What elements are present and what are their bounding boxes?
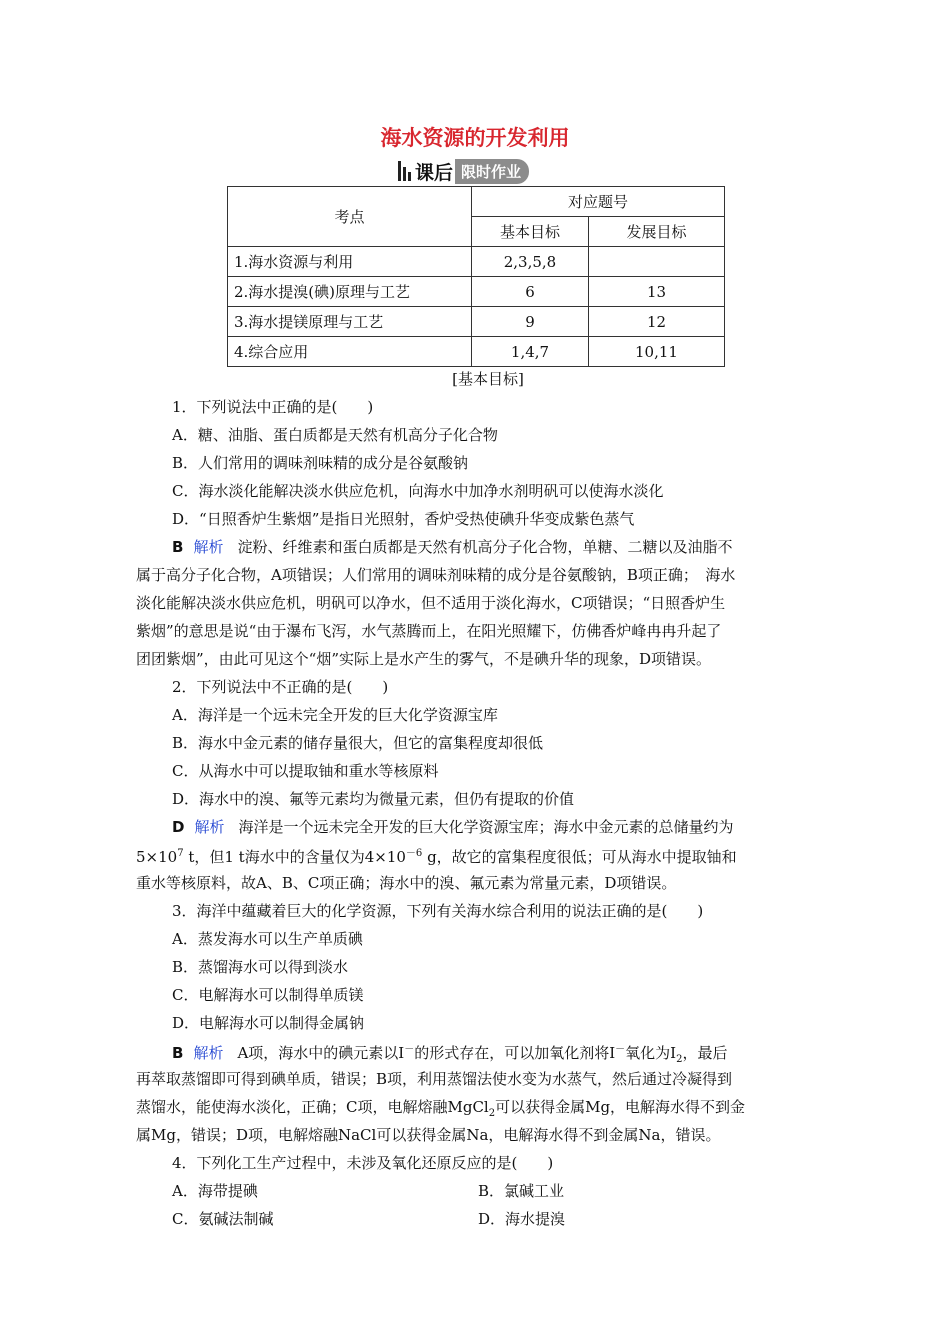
question-3-explanation-line: 再萃取蒸馏即可得到碘单质，错误；B项，利用蒸馏法使水变为水蒸气，然后通过冷凝得到 — [136, 1070, 733, 1088]
section-banner — [398, 158, 529, 184]
question-1-stem: 1．下列说法中正确的是( ) — [172, 398, 374, 416]
question-2-stem: 2．下列说法中不正确的是( ) — [172, 678, 389, 696]
table-row — [228, 337, 725, 367]
explanation-text: 氧化为I — [625, 1044, 677, 1062]
answer-letter: D — [172, 818, 185, 836]
explanation-text: ，最后 — [682, 1044, 728, 1062]
table-row — [228, 247, 725, 277]
subscript: 2 — [676, 1054, 683, 1065]
answer-letter: B — [172, 1044, 184, 1062]
bar-chart-icon — [398, 161, 411, 181]
cell-basic: 9 — [472, 307, 589, 337]
question-1-option-b: B．人们常用的调味剂味精的成分是谷氨酸钠 — [172, 454, 469, 472]
cell-topic: 2.海水提溴(碘)原理与工艺 — [228, 277, 472, 307]
question-1-explanation-line: 团团紫烟”，由此可见这个“烟”实际上是水产生的雾气，不是碘升华的现象，D项错误。 — [136, 650, 712, 668]
cell-dev: 12 — [589, 307, 725, 337]
question-1-explanation-line: 紫烟”的意思是说“由于瀑布飞泻，水气蒸腾而上，在阳光照耀下，仿佛香炉峰冉冉升起了 — [136, 622, 722, 640]
question-2-explanation-line — [172, 816, 733, 837]
question-3-option-b: B．蒸馏海水可以得到淡水 — [172, 958, 349, 976]
explanation-text: 的形式存在，可以加氧化剂将I — [414, 1044, 616, 1062]
explanation-text: 5×10 — [136, 848, 178, 866]
section-label: [基本目标] — [452, 370, 524, 388]
cell-dev — [589, 247, 725, 277]
question-1-explanation-line — [172, 536, 732, 557]
header-basic: 基本目标 — [472, 217, 589, 247]
explanation-text: g，故它的富集程度很低；可从海水中提取铀和 — [422, 848, 737, 866]
subscript: 2 — [488, 1108, 496, 1119]
question-3-option-d: D．电解海水可以制得金属钠 — [172, 1014, 365, 1032]
cell-basic: 2,3,5,8 — [472, 247, 589, 277]
question-3-option-c: C．电解海水可以制得单质镁 — [172, 986, 364, 1004]
question-1-option-a: A．糖、油脂、蛋白质都是天然有机高分子化合物 — [172, 426, 498, 444]
explanation-text: 蒸馏水，能使海水淡化，正确；C项，电解熔融MgCl — [136, 1098, 489, 1116]
banner-pill-label: 限时作业 — [455, 159, 529, 184]
explanation-text: 海洋是一个远未完全开发的巨大化学资源宝库；海水中金元素的总储量约为 — [238, 818, 734, 836]
superscript: －6 — [405, 848, 423, 859]
question-1-option-c: C．海水淡化能解决淡水供应危机，向海水中加净水剂明矾可以使海水淡化 — [172, 482, 664, 500]
banner-main-label: 课后 — [415, 161, 454, 184]
question-4-option-d: D．海水提溴 — [478, 1210, 566, 1228]
question-4-option-a: A．海带提碘 — [172, 1182, 258, 1200]
table-row — [228, 277, 725, 307]
question-4-option-b: B．氯碱工业 — [478, 1182, 565, 1200]
superscript: － — [404, 1044, 415, 1055]
question-3-explanation-line — [136, 1096, 745, 1119]
question-3-stem: 3．海洋中蕴藏着巨大的化学资源，下列有关海水综合利用的说法正确的是( ) — [172, 902, 704, 920]
superscript: 7 — [177, 848, 184, 859]
cell-topic: 1.海水资源与利用 — [228, 247, 472, 277]
explanation-text: t，但1 t海水中的含量仅为4×10 — [183, 848, 406, 866]
question-2-explanation-line — [136, 844, 737, 867]
header-group: 对应题号 — [472, 187, 725, 217]
explanation-text: A项，海水中的碘元素以I — [237, 1044, 405, 1062]
explanation-label: 解析 — [194, 818, 225, 836]
question-2-explanation-line: 重水等核原料，故A、B、C项正确；海水中的溴、氟元素为常量元素，D项错误。 — [136, 874, 677, 892]
cell-topic: 3.海水提镁原理与工艺 — [228, 307, 472, 337]
question-3-option-a: A．蒸发海水可以生产单质碘 — [172, 930, 363, 948]
page-title: 海水资源的开发利用 — [380, 126, 570, 150]
cell-basic: 1,4,7 — [472, 337, 589, 367]
question-1-explanation-line: 属于高分子化合物，A项错误；人们常用的调味剂味精的成分是谷氨酸钠，B项正确； 海水 — [136, 566, 736, 584]
cell-topic: 4.综合应用 — [228, 337, 472, 367]
explanation-label: 解析 — [193, 1044, 224, 1062]
answer-letter: B — [172, 538, 184, 556]
question-1-explanation-line: 淡化能解决淡水供应危机，明矾可以净水，但不适用于淡化海水，C项错误；“日照香炉生 — [136, 594, 726, 612]
header-dev: 发展目标 — [589, 217, 725, 247]
question-2-option-b: B．海水中金元素的储存量很大，但它的富集程度却很低 — [172, 734, 544, 752]
question-4-option-c: C．氨碱法制碱 — [172, 1210, 274, 1228]
question-4-stem: 4．下列化工生产过程中，未涉及氧化还原反应的是( ) — [172, 1154, 554, 1172]
explanation-text: 淀粉、纤维素和蛋白质都是天然有机高分子化合物，单糖、二糖以及油脂不 — [237, 538, 733, 556]
cell-dev: 13 — [589, 277, 725, 307]
question-2-option-a: A．海洋是一个远未完全开发的巨大化学资源宝库 — [172, 706, 498, 724]
superscript: － — [615, 1044, 626, 1055]
header-topic: 考点 — [228, 187, 472, 247]
question-1-option-d: D．“日照香炉生紫烟”是指日光照射，香炉受热使碘升华变成紫色蒸气 — [172, 510, 635, 528]
cell-basic: 6 — [472, 277, 589, 307]
question-3-explanation-line: 属Mg，错误；D项，电解熔融NaCl可以获得金属Na，电解海水得不到金属Na，错误。 — [136, 1126, 721, 1144]
explanation-label: 解析 — [193, 538, 224, 556]
cell-dev: 10,11 — [589, 337, 725, 367]
topic-table — [227, 186, 725, 367]
question-3-explanation-line — [172, 1040, 727, 1065]
question-2-option-c: C．从海水中可以提取铀和重水等核原料 — [172, 762, 439, 780]
table-row — [228, 307, 725, 337]
question-2-option-d: D．海水中的溴、氟等元素均为微量元素，但仍有提取的价值 — [172, 790, 575, 808]
explanation-text: 可以获得金属Mg，电解海水得不到金 — [495, 1098, 746, 1116]
